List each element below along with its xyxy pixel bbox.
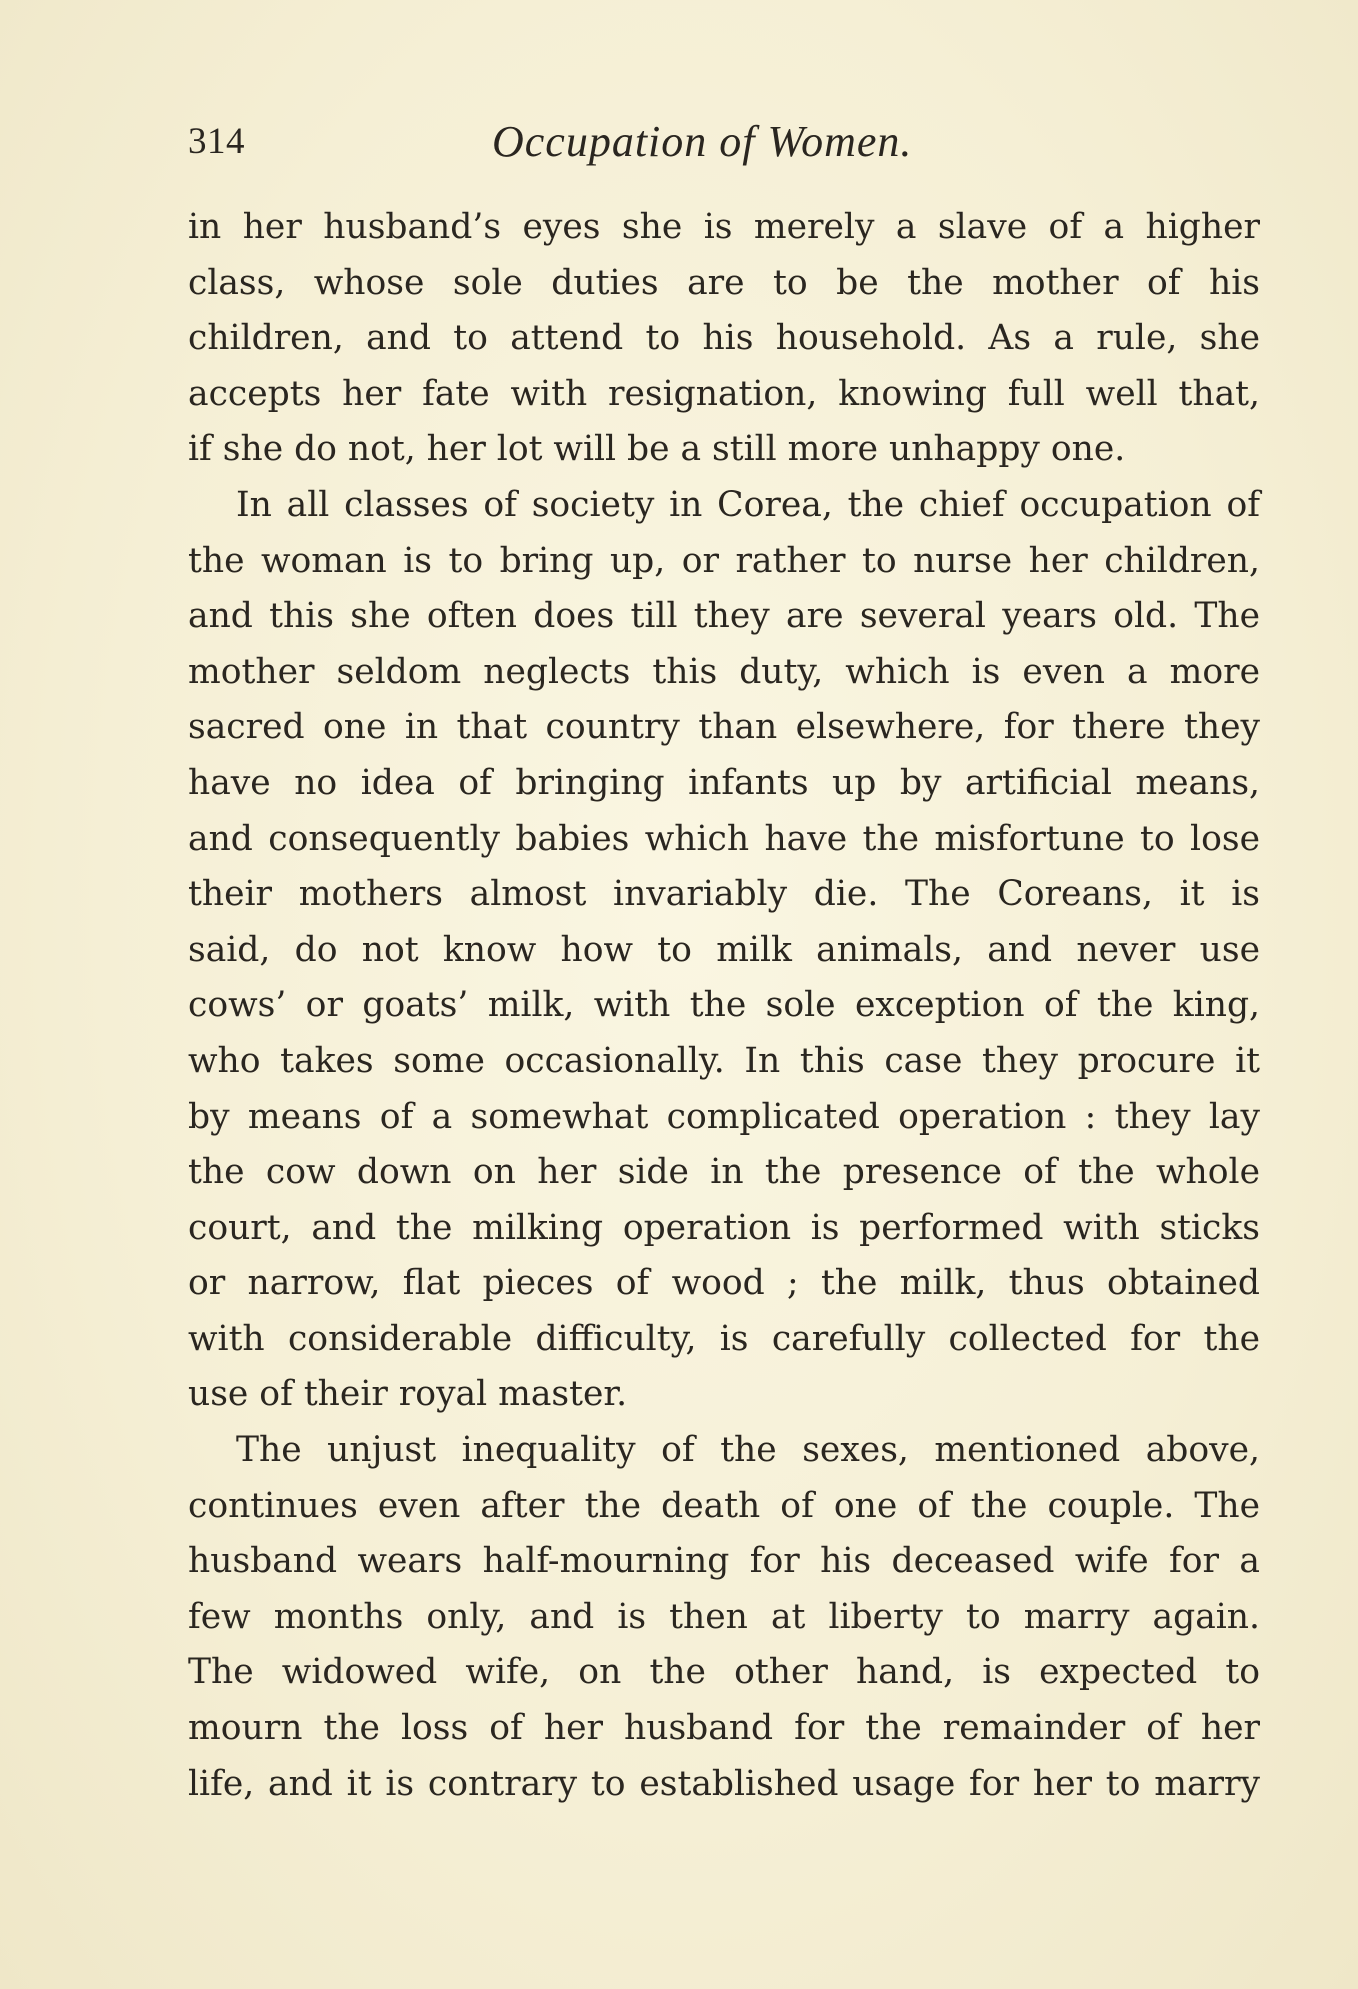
text-line: husband wears half-mourning for his deceased wife for a — [188, 1541, 1260, 1582]
text-line: by means of a somewhat complicated operation : they lay — [188, 1096, 1260, 1137]
running-title: Occupation of Women. — [492, 117, 913, 166]
text-line: their mothers almost invariably die. The Coreans, it is — [188, 874, 1260, 915]
text-line: if she do not, her lot will be a still more unhappy one. — [188, 429, 1126, 470]
text-line: sacred one in that country than elsewhere, for there they — [188, 707, 1260, 748]
text-line: the woman is to bring up, or rather to nurse her children, — [188, 540, 1260, 581]
text-line: mourn the loss of her husband for the remainder of her — [188, 1708, 1260, 1749]
text-line: accepts her fate with resignation, knowing full well that, — [188, 373, 1260, 414]
page-number: 314 — [188, 121, 245, 162]
text-line: and this she often does till they are several years old. The — [188, 596, 1260, 637]
text-line: or narrow, flat pieces of wood ; the milk, thus obtained — [188, 1263, 1260, 1304]
text-line: use of their royal master. — [188, 1374, 628, 1415]
text-line: children, and to attend to his household. As a rule, she — [188, 318, 1260, 359]
text-line: in her husband’s eyes she is merely a slave of a higher — [188, 207, 1260, 247]
text-line: with considerable difficulty, is carefully collected for the — [188, 1318, 1260, 1359]
body-text — [188, 200, 1260, 1812]
paragraph-start-line: In all classes of society in Corea, the chief occupation of — [236, 484, 1260, 525]
text-line: few months only, and is then at liberty to marry again. — [188, 1596, 1260, 1637]
text-line: have no idea of bringing infants up by artificial means, — [188, 762, 1260, 803]
running-head — [188, 118, 1258, 178]
text-line: life, and it is contrary to established usage for her to marry — [188, 1763, 1260, 1804]
text-line: and consequently babies which have the misfortune to lose — [188, 818, 1260, 859]
paragraph-start-line: The unjust inequality of the sexes, mentioned above, — [236, 1430, 1260, 1471]
text-line: class, whose sole duties are to be the mother of his — [188, 262, 1260, 303]
text-line: cows’ or goats’ milk, with the sole exception of the king, — [188, 985, 1260, 1026]
text-line: who takes some occasionally. In this case they procure it — [188, 1040, 1260, 1081]
text-line: court, and the milking operation is performed with sticks — [188, 1207, 1260, 1248]
text-line: The widowed wife, on the other hand, is expected to — [188, 1652, 1260, 1693]
text-line: said, do not know how to milk animals, and never use — [188, 929, 1260, 970]
text-line: the cow down on her side in the presence of the whole — [188, 1152, 1260, 1193]
text-line: continues even after the death of one of the couple. The — [188, 1485, 1260, 1526]
text-line: mother seldom neglects this duty, which is even a more — [188, 651, 1260, 692]
